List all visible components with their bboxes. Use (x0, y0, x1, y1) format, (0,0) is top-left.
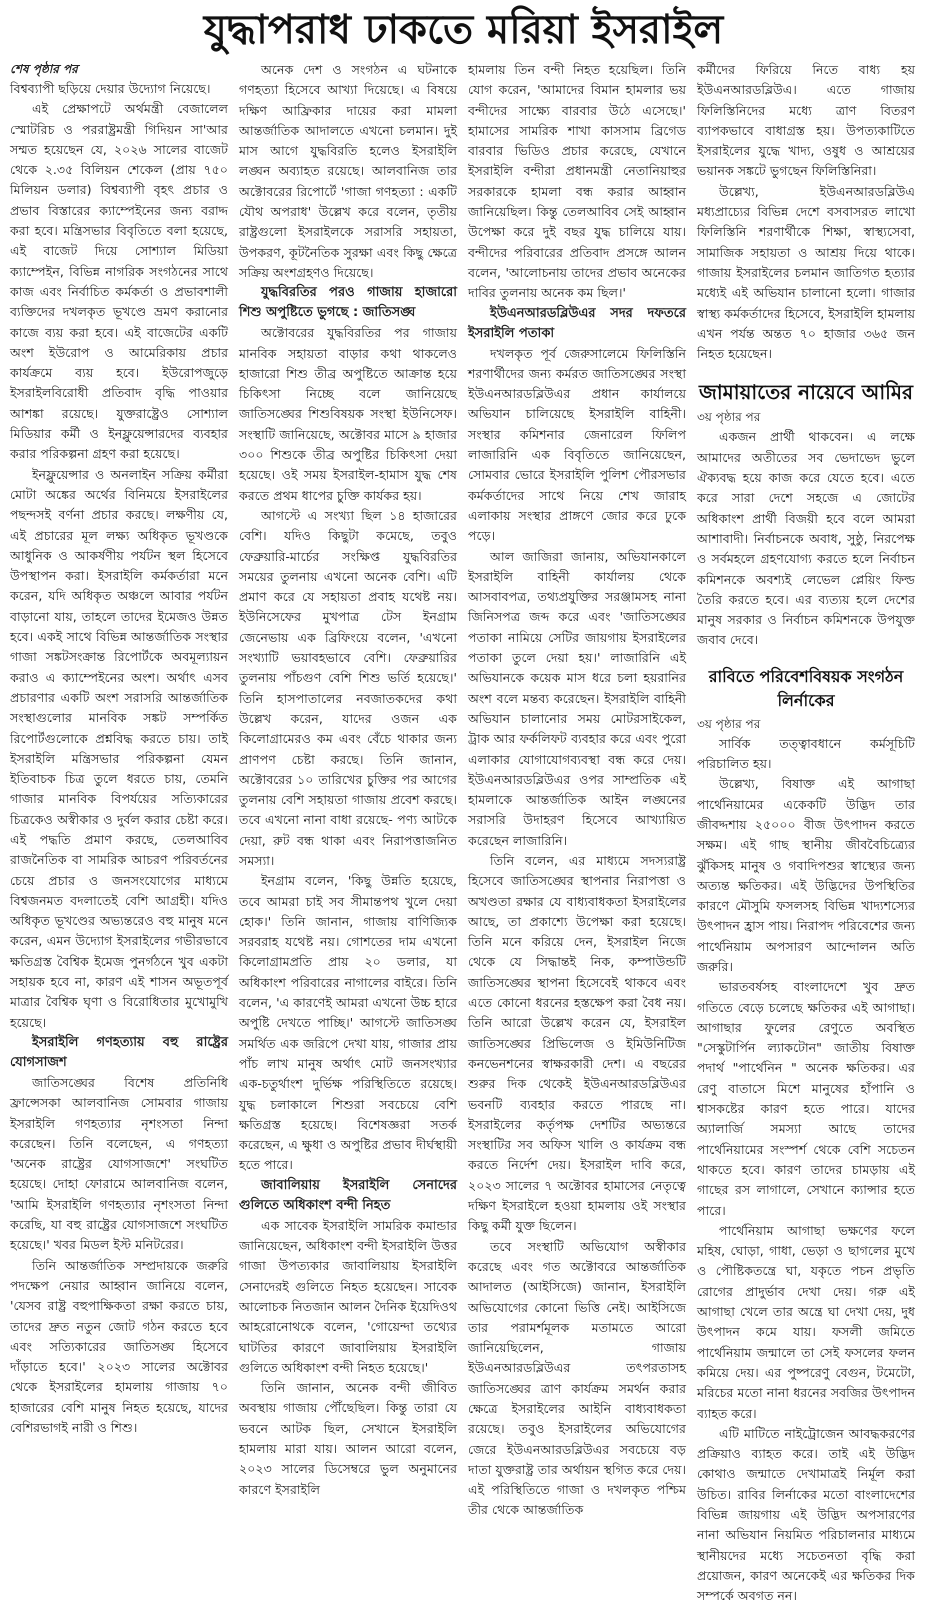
paragraph: সার্বিক তত্ত্বাবধানে কর্মসূচিটি পরিচালিত হয়। (697, 735, 915, 772)
paragraph: পার্থেনিয়াম আগাছা ভক্ষণের ফলে মহিষ, ঘোড়া, গাধা, ভেড়া ও ছাগলের মুখে ও পৌষ্টিকতন্ত্রে ঘা, যকৃতে পচন প্রভৃতি রোগের প্রাদুর্ভাব দেখা দেয়। গরু এই আগাছা খেলে তার অন্ত্রে ঘা দেখা দেয়, দুধ উৎপাদন কমে যায়। ফসলী জমিতে পার্থেনিয়াম জন্মালে তা সেই ফসলের ফলন কমিয়ে দেয়। এর পুষ্পরেণু বেগুন, টমেটো, মরিচের মতো নানা ধরনের সবজির উৎপাদন ব্যাহত করে। (697, 1222, 915, 1421)
paragraph: কর্মীদের ফিরিয়ে নিতে বাধ্য হয় ইউএনআরডব্লিউএ। এতে গাজায় ফিলিস্তিনিদের মধ্যে ত্রাণ বিতরণ ব্যাপকভাবে বাধাগ্রস্ত হয়। উপত্যকাটিতে ইসরাইলের যুদ্ধে খাদ্য, ওষুধ ও আশ্রয়ের ভয়ানক সঙ্কটে ভুগছেন ফিলিস্তিনিরা। (697, 62, 915, 179)
paragraph: একজন প্রার্থী থাকবেন। এ লক্ষে আমাদের অতীতের সব ভেদাভেদ ভুলে ঐক্যবদ্ধ হয়ে কাজ করে যেতে হবে। এতে করে সারা দেশে সহজে এ জোটের অধিকাংশ প্রার্থী বিজয়ী হবে বলে আমরা আশাবাদী। নির্বাচনকে অবাধ, সুষ্ঠু, নিরপেক্ষ ও সর্বমহলে গ্রহণযোগ্য করতে হলে নির্বাচন কমিশনকে অবশ্যই লেভেল প্লেয়িং ফিল্ড তৈরি করতে হবে। এর ব্যত্যয় হলে দেশের মানুষ সরকার ও নির্বাচন কমিশনকে উপযুক্ত জবাব দেবে। (697, 429, 915, 648)
story-title-jamaat: জামায়াতের নায়েবে আমির (698, 380, 914, 405)
paragraph: অক্টোবরের যুদ্ধবিরতির পর গাজায় মানবিক সহায়তা বাড়ার কথা থাকলেও হাজারো শিশু তীব্র অপুষ্টিতে আক্রান্ত হয়ে চিকিৎসা নিচ্ছে বলে জানিয়েছে জাতিসঙ্ঘের শিশুবিষয়ক সংস্থা ইউনিসেফ। সংস্থাটি জানিয়েছে, অক্টোবর মাসে ৯ হাজার ৩০০ শিশুকে তীব্র অপুষ্টির চিকিৎসা দেয়া হয়েছে। ওই সময় ইসরাইল-হামাস যুদ্ধ শেষ করতে প্রথম ধাপের চুক্তি কার্যকর হয়। (239, 325, 457, 503)
subheading: জাবালিয়ায় ইসরাইলি সেনাদের গুলিতে অধিকাংশ বন্দী নিহত (239, 1177, 457, 1213)
paragraph: এক সাবেক ইসরাইলি সামরিক কমান্ডার জানিয়েছেন, অধিকাংশ বন্দী ইসরাইলি উত্তর গাজা উপত্যকার জাবালিয়ায় ইসরাইলি সেনাদেরই গুলিতে নিহত হয়েছেন। সাবেক আলোচক নিতজান আলন দৈনিক ইয়েদিওথ আহরোনোথকে বলেন, 'গোয়েন্দা তথ্যের ঘাটতির কারণে জাবালিয়ায় ইসরাইলি গুলিতে অধিকাংশ বন্দী নিহত হয়েছে।' (239, 1217, 457, 1375)
continued-from-label: ৩য় পৃষ্ঠার পর (697, 410, 761, 425)
page-headline: যুদ্ধাপরাধ ঢাকতে মরিয়া ইসরাইল (203, 7, 724, 53)
paragraph: এটি মাটিতে নাইট্রোজেন আবদ্ধকরণের প্রক্রিয়াও ব্যাহত করে। তাই এই উদ্ভিদ কোথাও জন্মাতে দেখামাত্রই নির্মূল করা উচিত। রাবির লির্নাকের মতো বাংলাদেশের বিভিন্ন জায়গায় এই উদ্ভিদ অপসারণের নানা অভিযান নিয়মিত পরিচালনার মাধ্যমে স্থানীয়দের মধ্যে সচেতনতা বৃদ্ধি করা প্রয়োজন, কারণ অনেকেই এর ক্ষতিকর দিক সম্পর্কে অবগত নন। (697, 1425, 915, 1604)
paragraph: তিনি আন্তর্জাতিক সম্প্রদায়কে জরুরি পদক্ষেপ নেয়ার আহ্বান জানিয়ে বলেন, 'যেসব রাষ্ট্র বহুপাক্ষিকতা রক্ষা করতে চায়, তাদের দ্রুত নতুন জোট গঠন করতে হবে এবং সত্যিকারের জাতিসঙ্ঘ হিসেবে দাঁড়াতে হবে।' ২০২৩ সালের অক্টোবর থেকে ইসরাইলের হামলায় গাজায় ৭০ হাজারের বেশি মানুষ নিহত হয়েছে, যাদের বেশিরভাগই নারী ও শিশু। (10, 1257, 228, 1435)
paragraph: অনেক দেশ ও সংগঠন এ ঘটনাকে গণহত্যা হিসেবে আখ্যা দিয়েছে। এ বিষয়ে দক্ষিণ আফ্রিকার দায়ের করা মামলা আন্তর্জাতিক আদালতে এখনো চলমান। দুই মাস আগে যুদ্ধবিরতি হলেও ইসরাইলি লঙ্ঘন অব্যাহত রয়েছে। আলবানিজ তার অক্টোবরের রিপোর্টে 'গাজা গণহত্যা : একটি যৌথ অপরাধ' উল্লেখ করে বলেন, তৃতীয় রাষ্ট্রগুলো ইসরাইলকে সরাসরি সহায়তা, উপকরণ, কূটনৈতিক সুরক্ষা এবং কিছু ক্ষেত্রে সক্রিয় অংশগ্রহণও দিয়েছে। (239, 62, 457, 280)
paragraph: উল্লেখ্য, বিষাক্ত এই আগাছা পার্থেনিয়ামের একেকটি উদ্ভিদ তার জীবদ্দশায় ২৫০০০ বীজ উৎপাদন করতে সক্ষম। এই গাছ স্থানীয় জীববৈচিত্র্যের ঝুঁকিসহ মানুষ ও গবাদিপশুর স্বাস্থ্যের জন্য অত্যন্ত ক্ষতিকর। এই উদ্ভিদের উপস্থিতির কারণে মৌসুমি ফসলসহ বিভিন্ন খাদ্যশস্যের উৎপাদন হ্রাস পায়। নিরাপদ পরিবেশের জন্য পার্থেনিয়াম অপসারণ আন্দোলন অতি জরুরি। (697, 776, 915, 974)
column-3 (468, 60, 686, 1521)
continued-from-label: ৩য় পৃষ্ঠার পর (697, 716, 761, 731)
paragraph: তিনি জানান, অনেক বন্দী জীবিত অবস্থায় গাজায় পৌঁছেছিল। কিন্তু তারা যে ভবনে আটক ছিল, সেখানে ইসরাইলি হামলায় মারা যায়। আলন আরো বলেন, ২০২৩ সালের ডিসেম্বরে ভুল অনুমানের কারণে ইসরাইলি (239, 1380, 457, 1497)
paragraph: এই প্রেক্ষাপটে অর্থমন্ত্রী বেজালেল স্মোটরিচ ও পররাষ্ট্রমন্ত্রী গিদিয়ন সা'আর সম্মত হয়েছেন যে, ২০২৬ সালের বাজেট থেকে ২.৩৫ বিলিয়ন শেকেল (প্রায় ৭৫০ মিলিয়ন ডলার) বিশ্বব্যাপী বৃহৎ প্রচার ও প্রভাব বিস্তারের ক্যাম্পেইনের জন্য বরাদ্দ করা হবে। মন্ত্রিসভার বিবৃতিতে বলা হয়েছে, এই বাজেট দিয়ে সোশ্যাল মিডিয়া ক্যাম্পেইন, বিভিন্ন নাগরিক সংগঠনের সাথে কাজ এবং নির্বাচিত কর্মকর্তা ও প্রভাবশালী ব্যক্তিদের দখলকৃত ভূখণ্ডে ভ্রমণ করানোর কাজে ব্যয় করা হবে। এই বাজেটের একটি অংশ ইউরোপ ও আমেরিকায় প্রচার কার্যক্রমে ব্যয় হবে। ইউরোপজুড়ে ইসরাইলবিরোধী প্রতিবাদ বৃদ্ধি পাওয়ার আশঙ্কা রয়েছে। যুক্তরাষ্ট্রেও সোশ্যাল মিডিয়ার কর্মী ও ইনফ্লুয়েন্সারদের ব্যবহার করার পরিকল্পনা গ্রহণ করা হয়েছে। (10, 101, 228, 462)
column-1 (10, 60, 228, 1438)
paragraph: বিশ্বব্যাপী ছড়িয়ে দেয়ার উদ্যোগ নিয়েছে। (10, 81, 211, 96)
paragraph: তিনি বলেন, এর মাধ্যমে সদস্যরাষ্ট্র হিসেবে জাতিসঙ্ঘের স্থাপনার নিরাপত্তা ও অখণ্ডতা রক্ষার যে বাধ্যবাধকতা ইসরাইলের আছে, তা প্রকাশ্যে উপেক্ষা করা হয়েছে। তিনি মনে করিয়ে দেন, ইসরাইল নিজে থেকে যে সিদ্ধান্তই নিক, কম্পাউন্ডটি জাতিসঙ্ঘের স্থাপনা হিসেবেই থাকবে এবং এতে কোনো ধরনের হস্তক্ষেপ করা বৈধ নয়। তিনি আরো উল্লেখ করেন যে, ইসরাইল জাতিসঙ্ঘের প্রিভিলেজ ও ইমিউনিটিজ কনভেনশনের স্বাক্ষরকারী দেশ। এ বছরের শুরুর দিক থেকেই ইউএনআরডব্লিউএর ভবনটি ব্যবহার করতে পারছে না। ইসরাইলের কর্তৃপক্ষ দেশটির অভ্যন্তরে সংস্থাটির সব অফিস খালি ও কার্যক্রম বন্ধ করতে নির্দেশ দেয়। ইসরাইল দাবি করে, ২০২৩ সালের ৭ অক্টোবর হামাসের নেতৃত্বে দক্ষিণ ইসরাইলে হওয়া হামলায় ওই সংস্থার কিছু কর্মী যুক্ত ছিলেন। (468, 852, 686, 1234)
paragraph: আগস্টে এ সংখ্যা ছিল ১৪ হাজারের বেশি। যদিও কিছুটা কমেছে, তবুও ফেব্রুয়ারি-মার্চের সংক্ষিপ্ত যুদ্ধবিরতির সময়ের তুলনায় এখনো অনেক বেশি। এটি প্রমাণ করে যে সহায়তা প্রবাহ যথেষ্ট নয়। ইউনিসেফের মুখপাত্র টেস ইনগ্রাম জেনেভায় এক ব্রিফিংয়ে বলেন, 'এখনো সংখ্যাটি ভয়াবহভাবে বেশি। ফেব্রুয়ারির তুলনায় পাঁচগুণ বেশি শিশু ভর্তি হয়েছে।' তিনি হাসপাতালের নবজাতকদের কথা উল্লেখ করেন, যাদের ওজন এক কিলোগ্রামেরও কম এবং বেঁচে থাকার জন্য প্রাণপণ চেষ্টা করছে। তিনি জানান, অক্টোবরের ১০ তারিখের চুক্তির পর আগের তুলনায় বেশি সহায়তা গাজায় প্রবেশ করছে। তবে এখনো নানা বাধা রয়েছে- পণ্য আটকে দেয়া, রুট বন্ধ থাকা এবং নিরাপত্তাজনিত সমস্যা। (239, 507, 457, 868)
paragraph: ইনফ্লুয়েন্সার ও অনলাইন সক্রিয় কর্মীরা মোটা অঙ্কের অর্থের বিনিময়ে ইসরাইলের পছন্দসই বর্ণনা প্রচার করছে। লক্ষণীয় যে, এই প্রচারের মূল লক্ষ্য অধিকৃত ভূখণ্ডকে আধুনিক ও আকর্ষণীয় পর্যটন স্থল হিসেবে উপস্থাপন করা। ইসরাইলি কর্মকর্তারা মনে করেন, যদি অধিকৃত অঞ্চলে আবার পর্যটন বাড়ানো যায়, তাহলে তাদের ইমেজও উন্নত হবে। একই সাথে বিভিন্ন আন্তর্জাতিক সংস্থার গাজা সঙ্কটসংক্রান্ত রিপোর্টকে অবমূল্যায়ন করাও এ ক্যাম্পেইনের অংশ। অর্থাৎ এসব প্রচারণার একটি অংশ সরাসরি আন্তর্জাতিক সংস্থাগুলোর মানবিক সঙ্কট সম্পর্কিত রিপোর্টগুলোকে প্রশ্নবিদ্ধ করতে চায়। তাই ইসরাইলি মন্ত্রিসভার পরিকল্পনা যেমন ইতিবাচক চিত্র তুলে ধরতে চায়, তেমনি গাজার মানবিক বিপর্যয়ের সত্যিকারের চিত্রকেও অস্বীকার ও দুর্বল করার চেষ্টা করে। এই পদ্ধতি প্রমাণ করছে, তেলআবিব রাজনৈতিক বা সামরিক আচরণ পরিবর্তনের চেয়ে প্রচার ও জনসংযোগের মাধ্যমে বিশ্বজনমত বদলাতেই বেশি আগ্রহী। যদিও অধিকৃত ভূখণ্ডের অভ্যন্তরেও বহু মানুষ মনে করেন, এমন উদ্যোগ ইসরাইলের গভীরভাবে ক্ষতিগ্রস্ত বৈশ্বিক ইমেজ পুনর্গঠনে খুব একটা সহায়ক হবে না, কারণ এই শাসন অভূতপূর্ব মাত্রার বৈশ্বিক ঘৃণা ও বিরোধিতার মুখোমুখি হয়েছে। (10, 466, 228, 1030)
paragraph: হামলায় তিন বন্দী নিহত হয়েছিল। তিনি যোগ করেন, 'আমাদের বিমান হামলার ভয় বন্দীদের সাক্ষ্যে বারবার উঠে এসেছে।' হামাসের সামরিক শাখা কাসসাম ব্রিগেড বারবার ভিডিও প্রচার করেছে, যেখানে ইসরাইলি বন্দীরা প্রধানমন্ত্রী নেতানিয়াহুর সরকারকে হামলা বন্ধ করার আহ্বান জানিয়েছিল। কিন্তু তেলআবিব সেই আহ্বান উপেক্ষা করে দুই বছর যুদ্ধ চালিয়ে যায়। বন্দীদের পরিবারের প্রতিবাদ প্রসঙ্গে আলন বলেন, 'আলোচনায় তাদের প্রভাব অনেকের দাবির তুলনায় অনেক কম ছিল।' (468, 62, 686, 301)
subheading: যুদ্ধবিরতির পরও গাজায় হাজারো শিশু অপুষ্টিতে ভুগছে : জাতিসঙ্ঘ (239, 285, 457, 321)
subheading: ইসরাইলি গণহত্যায় বহু রাষ্ট্রের যোগসাজশ (10, 1034, 228, 1070)
column-2 (239, 60, 457, 1500)
continued-from-label: শেষ পৃষ্ঠার পর (10, 62, 78, 76)
paragraph: ভারতবর্ষসহ বাংলাদেশে খুব দ্রুত গতিতে বেড়ে চলেছে ক্ষতিকর এই আগাছা। আগাছার ফুলের রেণুতে অবস্থিত "সেস্কুটার্পিন ল্যাকটোন" জাতীয় বিষাক্ত পদার্থ "পার্থেনিন " অনেক ক্ষতিকর। এর রেণু বাতাসে মিশে মানুষের হাঁপানি ও শ্বাসকষ্টের কারণ হতে পারে। যাদের অ্যালার্জি সমস্যা আছে তাদের পার্থেনিয়ামের সংস্পর্শ থেকে বেশি সচেতন থাকতে হবে। কারণ তাদের চামড়ায় এই গাছের রস লাগালে, সেখানে ক্যান্সার হতে পারে। (697, 979, 915, 1218)
paragraph: আল জাজিরা জানায়, অভিযানকালে ইসরাইলি বাহিনী কার্যালয় থেকে আসবাবপত্র, তথ্যপ্রযুক্তির সরঞ্জামসহ নানা জিনিসপত্র জব্দ করে এবং 'জাতিসঙ্ঘের পতাকা নামিয়ে সেটির জায়গায় ইসরাইলের পতাকা তুলে দেয়া হয়।' লাজারিনি এই অভিযানকে কয়েক মাস ধরে চলা হয়রানির অংশ বলে মন্তব্য করেছেন। ইসরাইলি বাহিনী অভিযান চালানোর সময় মোটরসাইকেল, ট্রাক আর ফর্কলিফট ব্যবহার করে এবং পুরো এলাকার যোগাযোগব্যবস্থা বন্ধ করে দেয়। ইউএনআরডব্লিউএর ওপর সাম্প্রতিক এই হামলাকে আন্তর্জাতিক আইন লঙ্ঘনের সরাসরি উদাহরণ হিসেবে আখ্যায়িত করেছেন লাজারিনি। (468, 548, 686, 848)
paragraph: দখলকৃত পূর্ব জেরুসালেমে ফিলিস্তিনি শরণার্থীদের জন্য কর্মরত জাতিসঙ্ঘের সংস্থা ইউএনআরডব্লিউএর প্রধান কার্যালয়ে অভিযান চালিয়েছে ইসরাইলি বাহিনী। সংস্থার কমিশনার জেনারেল ফিলিপ লাজারিনি এক বিবৃতিতে জানিয়েছেন, সোমবার ভোরে ইসরাইলি পুলিশ পৌরসভার কর্মকর্তাদের সাথে নিয়ে শেখ জারাহ এলাকায় সংস্থার প্রাঙ্গণে জোর করে ঢুকে পড়ে। (468, 345, 686, 544)
paragraph: উল্লেখ্য, ইউএনআরডব্লিউএ মধ্যপ্রাচ্যের বিভিন্ন দেশে বসবাসরত লাখো ফিলিস্তিনি শরণার্থীকে শিক্ষা, স্বাস্থ্যসেবা, সামাজিক সহায়তা ও আশ্রয় দিয়ে থাকে। গাজায় ইসরাইলের চলমান জাতিগত হত্যার মধ্যেই এই অভিযান চালানো হলো। গাজার স্বাস্থ্য কর্মকর্তাদের হিসেবে, ইসরাইলি হামলায় এখন পর্যন্ত অন্তত ৭০ হাজার ৩৬৫ জন নিহত হয়েছেন। (697, 183, 916, 362)
story-title-rabi: রাবিতে পরিবেশবিষয়ক সংগঠন লির্নাকের (708, 666, 904, 710)
paragraph: তবে সংস্থাটি অভিযোগ অস্বীকার করেছে এবং গত অক্টোবরে আন্তর্জাতিক আদালত (আইসিজে) জানান, ইসরাইলি অভিযোগের কোনো ভিত্তি নেই। আইসিজে তার পরামর্শমূলক মতামতে আরো জানিয়েছিলেন, গাজায় ইউএনআরডব্লিউএর তৎপরতাসহ জাতিসঙ্ঘের ত্রাণ কার্যক্রম সমর্থন করার ক্ষেত্রে ইসরাইলের আইনি বাধ্যবাধকতা রয়েছে। তবুও ইসরাইলের অভিযোগের জেরে ইউএনআরডব্লিউএর সবচেয়ে বড় দাতা যুক্তরাষ্ট্র তার অর্থায়ন স্থগিত করে দেয়। এই পরিস্থিতিতে গাজা ও দখলকৃত পশ্চিম তীর থেকে আন্তর্জাতিক (468, 1238, 686, 1518)
paragraph: ইনগ্রাম বলেন, 'কিছু উন্নতি হয়েছে, তবে আমরা চাই সব সীমান্তপথ খুলে দেয়া হোক।' তিনি জানান, গাজায় বাণিজ্যিক সরবরাহ যথেষ্ট নয়। গোশতের দাম এখনো কিলোগ্রামপ্রতি প্রায় ২০ ডলার, যা অধিকাংশ পরিবারের নাগালের বাইরে। তিনি বলেন, 'এ কারণেই আমরা এখনো উচ্চ হারে অপুষ্টি দেখতে পাচ্ছি।' আগস্টে জাতিসঙ্ঘ সমর্থিত এক জরিপে দেখা যায়, গাজার প্রায় পাঁচ লাখ মানুষ অর্থাৎ মোট জনসংখ্যার এক-চতুর্থাংশ দুর্ভিক্ষ পরিস্থিতিতে রয়েছে। যুদ্ধ চলাকালে শিশুরা সবচেয়ে বেশি ক্ষতিগ্রস্ত হয়েছে। বিশেষজ্ঞরা সতর্ক করেছেন, এ ক্ষুধা ও অপুষ্টির প্রভাব দীর্ঘস্থায়ী হতে পারে। (239, 873, 457, 1173)
column-4 (697, 60, 915, 1606)
paragraph: জাতিসঙ্ঘের বিশেষ প্রতিনিধি ফ্রান্সেসকা আলবানিজ সোমবার গাজায় ইসরাইলি গণহত্যার নৃশংসতা নিন্দা করেছেন। তিনি বলেছেন, এ গণহত্যা 'অনেক রাষ্ট্রের যোগসাজশে' সংঘটিত হয়েছে। দোহা ফোরামে আলবানিজ বলেন, 'আমি ইসরাইলি গণহত্যার নৃশংসতা নিন্দা করেছি, যা বহু রাষ্ট্রের যোগসাজশে সংঘটিত হয়েছে।' খবর মিডল ইস্ট মনিটরের। (10, 1074, 228, 1253)
subheading: ইউএনআরডব্লিউএর সদর দফতরে ইসরাইলি পতাকা (468, 305, 686, 341)
